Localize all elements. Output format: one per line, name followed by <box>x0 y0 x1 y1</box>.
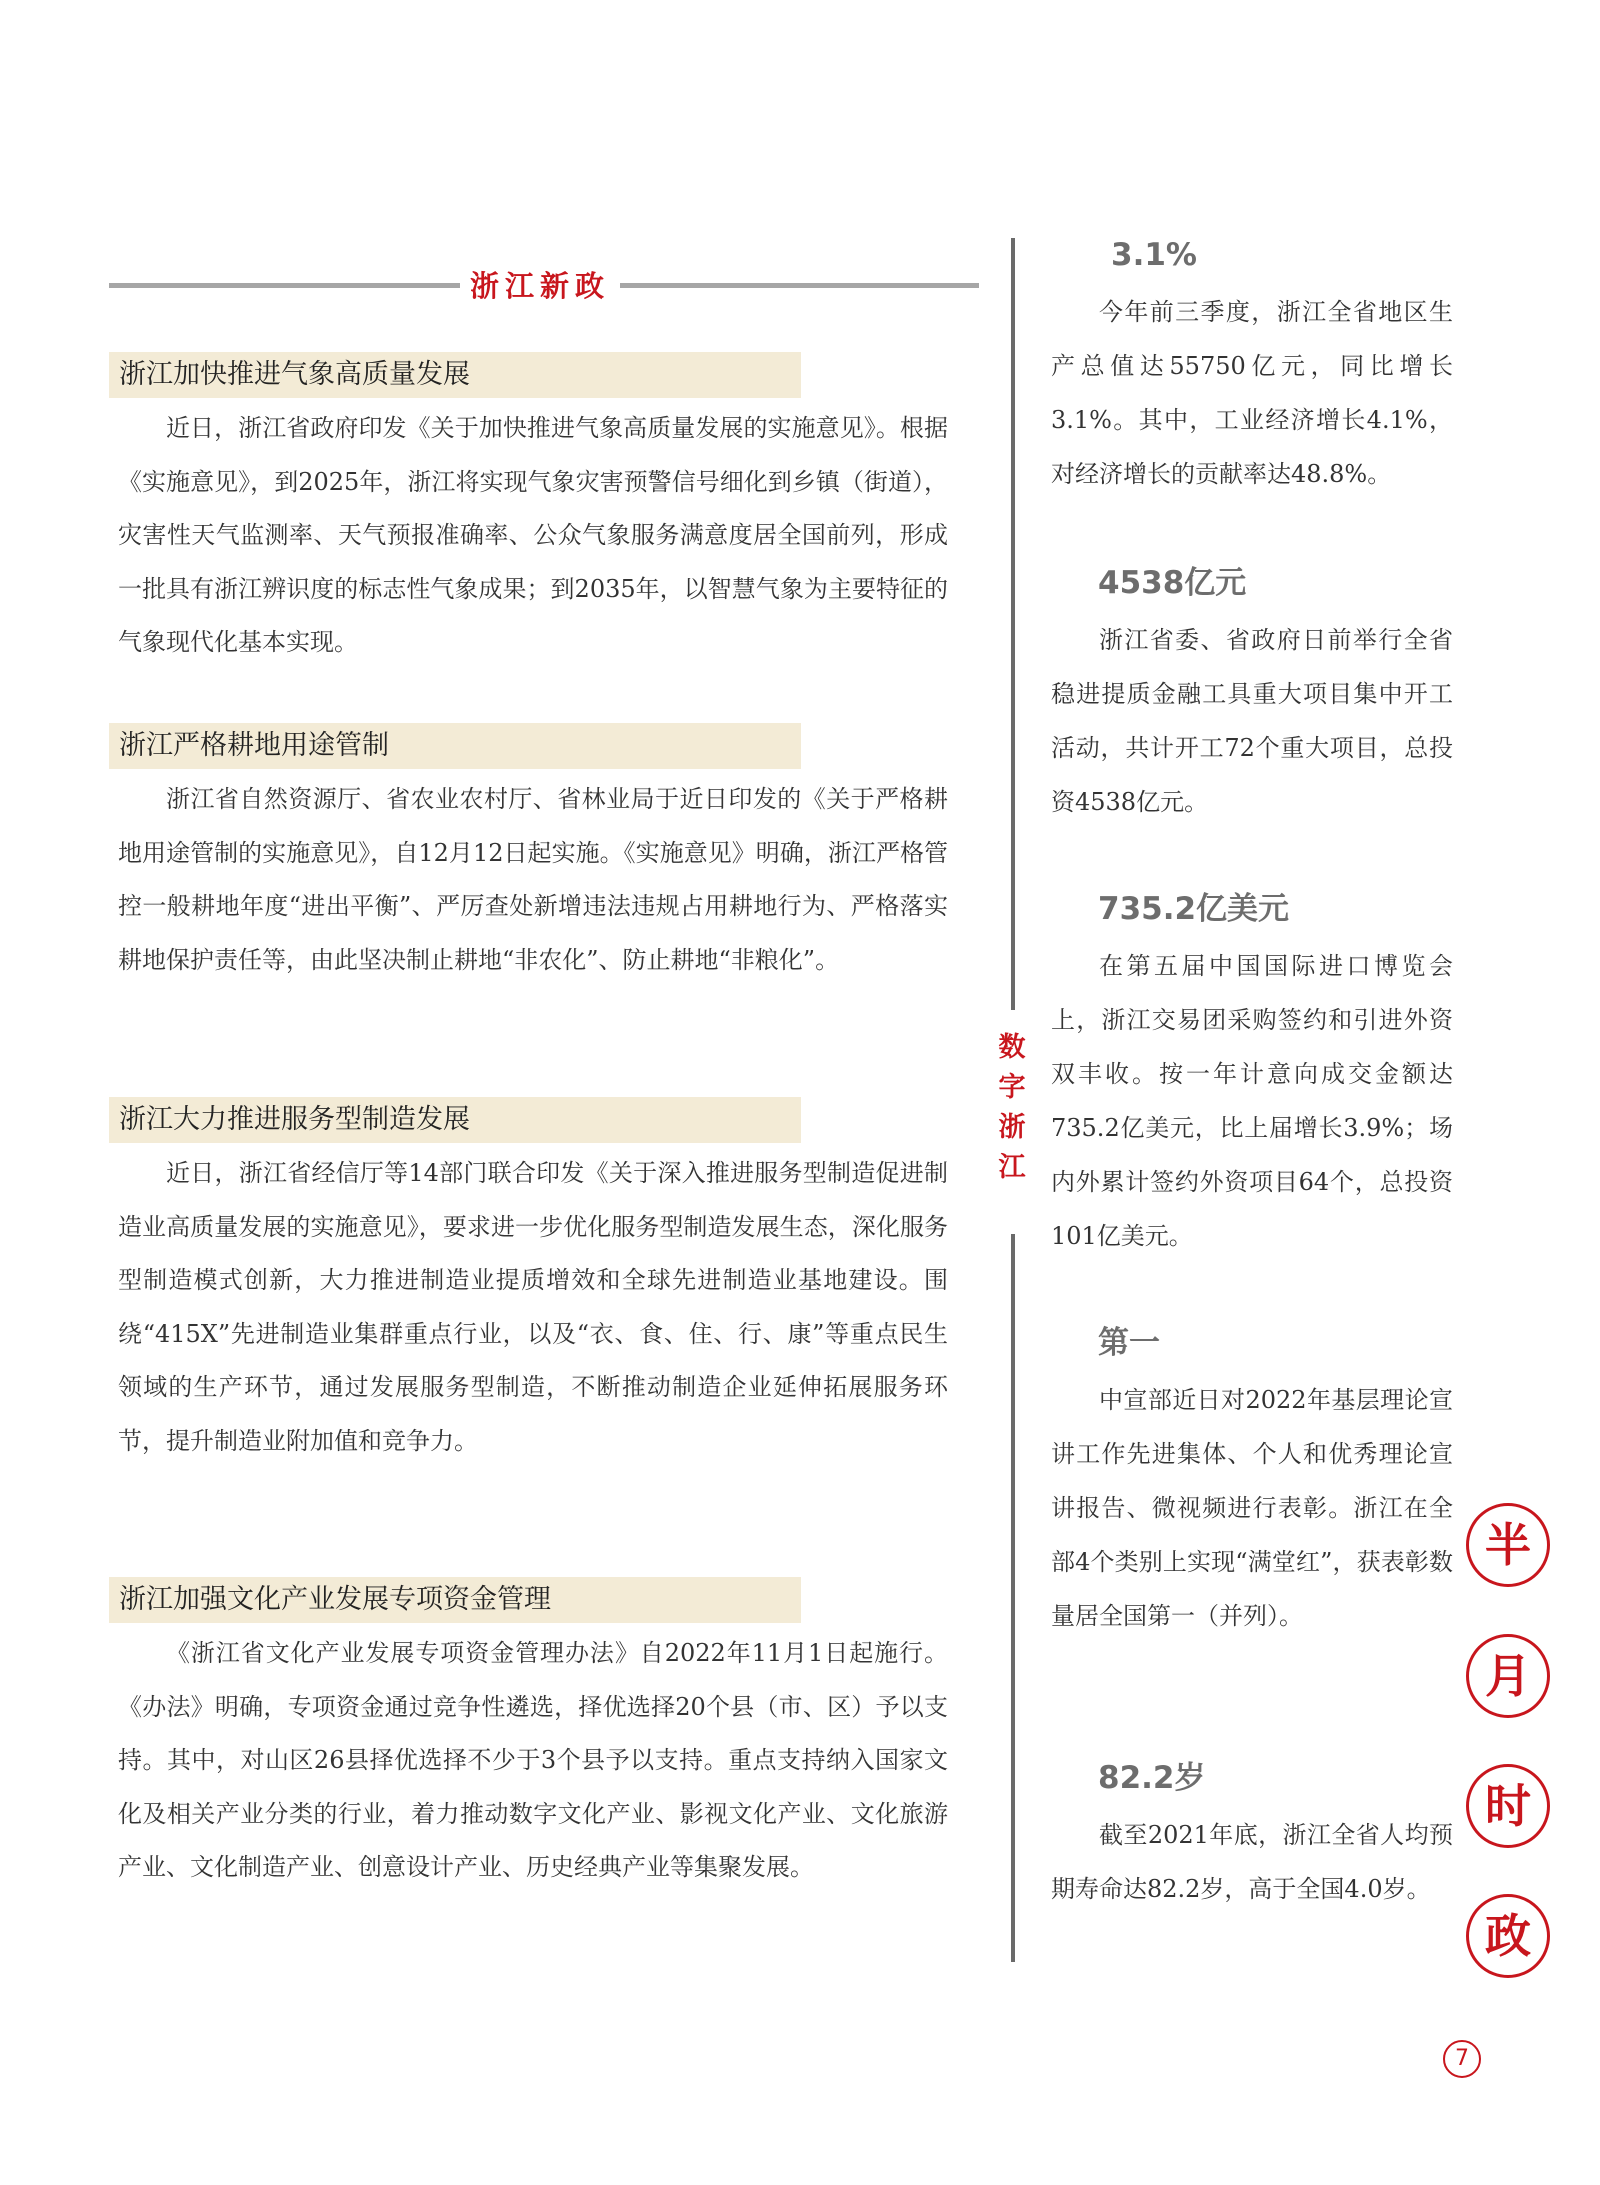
stat-number: 735.2亿美元 <box>1098 891 1290 927</box>
stamp-char: 政 <box>1466 1894 1550 1978</box>
column-divider-bottom <box>1011 1234 1015 1962</box>
stat-number: 3.1% <box>1111 237 1197 273</box>
divider-char: 浙 <box>998 1112 1026 1143</box>
article-body: 近日，浙江省经信厅等14部门联合印发《关于深入推进服务型制造促进制造业高质量发展的实施意见》，要求进一步优化服务型制造发展生态，深化服务型制造模式创新，大力推进制造业提质增效和全球先进制造业基地建设。围绕“415X”先进制造业集群重点行业，以及“衣、食、住、行、康”等重点民生领域的生产环节，通过发展服务型制造，不断推动制造企业延伸拓展服务环节，提升制造业附加值和竞争力。 <box>118 1159 948 1455</box>
stat-body: 今年前三季度，浙江全省地区生产总值达55750亿元，同比增长3.1%。其中，工业经济增长4.1%，对经济增长的贡献率达48.8%。 <box>1051 298 1453 488</box>
stamp-char: 时 <box>1466 1764 1550 1848</box>
article-body: 浙江省自然资源厅、省农业农村厅、省林业局于近日印发的《关于严格耕地用途管制的实施意见》，自12月12日起实施。《实施意见》明确，浙江严格管控一般耕地年度“进出平衡”、严厉查处新增违法违规占用耕地行为、严格落实耕地保护责任等，由此坚决制止耕地“非农化”、防止耕地“非粮化”。 <box>118 785 948 974</box>
article-title: 浙江加快推进气象高质量发展 <box>109 352 801 398</box>
divider-char: 字 <box>998 1072 1026 1103</box>
stat-number: 82.2岁 <box>1098 1760 1206 1796</box>
page-number: 7 <box>1443 2040 1481 2078</box>
stat-body: 在第五届中国国际进口博览会上，浙江交易团采购签约和引进外资双丰收。按一年计意向成交金额达735.2亿美元，比上届增长3.9%；场内外累计签约外资项目64个，总投资101亿美元。 <box>1051 952 1453 1250</box>
section-rule-right <box>620 283 979 288</box>
article-body: 近日，浙江省政府印发《关于加快推进气象高质量发展的实施意见》。根据《实施意见》，到2025年，浙江将实现气象灾害预警信号细化到乡镇（街道），灾害性天气监测率、天气预报准确率、公众气象服务满意度居全国前列，形成一批具有浙江辨识度的标志性气象成果；到2035年，以智慧气象为主要特征的气象现代化基本实现。 <box>118 414 948 656</box>
stamp-char: 月 <box>1466 1634 1550 1718</box>
divider-char: 数 <box>998 1032 1026 1063</box>
article-body: 《浙江省文化产业发展专项资金管理办法》自2022年11月1日起施行。《办法》明确，专项资金通过竞争性遴选，择优选择20个县（市、区）予以支持。其中，对山区26县择优选择不少于3个县予以支持。重点支持纳入国家文化及相关产业分类的行业，着力推动数字文化产业、影视文化产业、文化旅游产业、文化制造产业、创意设计产业、历史经典产业等集聚发展。 <box>118 1639 948 1881</box>
article-title: 浙江加强文化产业发展专项资金管理 <box>109 1577 801 1623</box>
divider-label <box>989 1028 1035 1188</box>
stat-body: 中宣部近日对2022年基层理论宣讲工作先进集体、个人和优秀理论宣讲报告、微视频进行表彰。浙江在全部4个类别上实现“满堂红”，获表彰数量居全国第一（并列）。 <box>1051 1386 1453 1630</box>
section-title: 浙江新政 <box>469 269 610 303</box>
divider-char: 江 <box>998 1152 1026 1183</box>
stat-body: 截至2021年底，浙江全省人均预期寿命达82.2岁，高于全国4.0岁。 <box>1051 1821 1453 1903</box>
column-divider-top <box>1011 238 1015 1010</box>
stat-number: 第一 <box>1098 1325 1160 1361</box>
section-rule-left <box>109 283 460 288</box>
article-title: 浙江严格耕地用途管制 <box>109 723 801 769</box>
stamp-char: 半 <box>1466 1503 1550 1587</box>
stat-number: 4538亿元 <box>1098 565 1247 601</box>
stat-body: 浙江省委、省政府日前举行全省稳进提质金融工具重大项目集中开工活动，共计开工72个重大项目，总投资4538亿元。 <box>1051 626 1453 816</box>
article-title: 浙江大力推进服务型制造发展 <box>109 1097 801 1143</box>
